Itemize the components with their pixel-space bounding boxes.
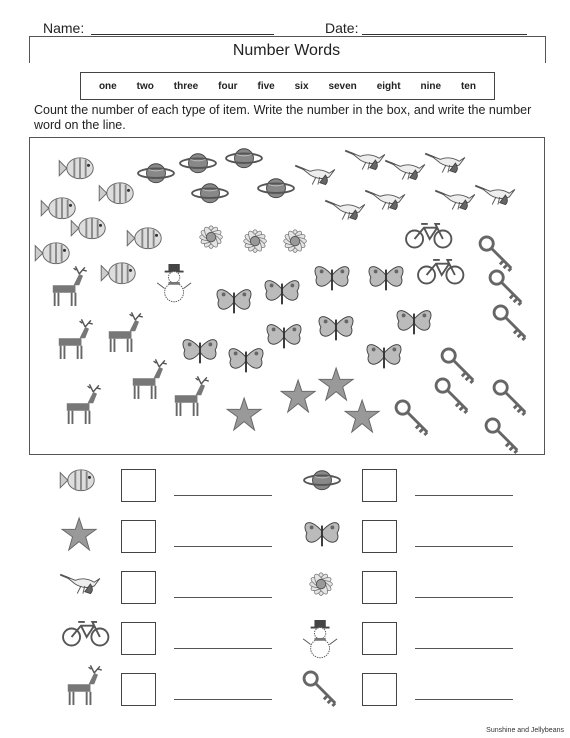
- butterfly-icon: [214, 285, 254, 319]
- key-icon: [303, 671, 341, 705]
- starfish-icon: [62, 518, 100, 552]
- date-label: Date:: [325, 20, 359, 36]
- key-icon: [434, 378, 474, 412]
- key-icon: [478, 236, 518, 270]
- butterfly-icon: [262, 276, 302, 310]
- butterfly-icon: [180, 335, 220, 369]
- word-bank-word: six: [294, 80, 309, 92]
- name-label: Name:: [43, 20, 85, 36]
- deer-icon: [52, 325, 92, 359]
- snowman-icon: [156, 264, 196, 298]
- butterfly-icon: [394, 306, 434, 340]
- word-bank-word: four: [218, 80, 238, 92]
- number-answer-box[interactable]: [121, 571, 156, 604]
- fish-icon: [102, 260, 142, 294]
- flower-icon: [276, 226, 316, 260]
- number-word-line[interactable]: [174, 648, 272, 649]
- number-answer-box[interactable]: [121, 622, 156, 655]
- word-bank-word: eight: [376, 80, 401, 92]
- key-icon: [484, 418, 524, 452]
- planet-icon: [136, 160, 176, 194]
- deer-icon: [60, 390, 100, 424]
- butterfly-icon: [226, 344, 266, 378]
- word-bank-word: two: [136, 80, 154, 92]
- bicycle-icon: [62, 620, 100, 654]
- butterfly-icon: [312, 262, 352, 296]
- number-answer-box[interactable]: [362, 622, 397, 655]
- number-word-line[interactable]: [174, 546, 272, 547]
- planet-icon: [178, 150, 218, 184]
- key-icon: [492, 305, 532, 339]
- flower-icon: [303, 569, 341, 603]
- key-icon: [440, 348, 480, 382]
- flower-icon: [192, 222, 232, 256]
- deer-icon: [46, 272, 86, 306]
- credit-text: Sunshine and Jellybeans: [486, 727, 564, 734]
- stork-icon: [346, 145, 386, 179]
- starfish-icon: [344, 400, 384, 434]
- number-answer-box[interactable]: [362, 520, 397, 553]
- word-bank: [80, 72, 495, 100]
- number-answer-box[interactable]: [362, 673, 397, 706]
- word-bank-word: one: [98, 80, 117, 92]
- number-word-line[interactable]: [415, 699, 513, 700]
- stork-icon: [62, 569, 100, 603]
- instructions: Count the number of each type of item. Write the number in the box, and write the number word on the line.: [34, 103, 532, 132]
- deer-icon: [102, 318, 142, 352]
- planet-icon: [190, 180, 230, 214]
- bicycle-icon: [404, 222, 444, 256]
- starfish-icon: [226, 398, 266, 432]
- fish-icon: [60, 155, 100, 189]
- butterfly-icon: [316, 312, 356, 346]
- deer-icon: [168, 382, 208, 416]
- date-line[interactable]: [362, 34, 527, 35]
- bicycle-icon: [416, 258, 456, 292]
- word-bank-word: ten: [460, 80, 476, 92]
- stork-icon: [476, 180, 516, 214]
- deer-icon: [62, 671, 100, 705]
- number-word-line[interactable]: [174, 495, 272, 496]
- stork-icon: [436, 185, 476, 219]
- number-word-line[interactable]: [174, 597, 272, 598]
- number-answer-box[interactable]: [362, 571, 397, 604]
- key-icon: [488, 270, 528, 304]
- name-line[interactable]: [91, 34, 274, 35]
- word-bank-word: five: [257, 80, 275, 92]
- butterfly-icon: [364, 340, 404, 374]
- planet-icon: [256, 175, 296, 209]
- number-answer-box[interactable]: [362, 469, 397, 502]
- butterfly-icon: [264, 320, 304, 354]
- key-icon: [394, 400, 434, 434]
- planet-icon: [224, 145, 264, 179]
- fish-icon: [128, 225, 168, 259]
- number-word-line[interactable]: [174, 699, 272, 700]
- word-bank-word: seven: [328, 80, 357, 92]
- fish-icon: [72, 215, 112, 249]
- number-word-line[interactable]: [415, 597, 513, 598]
- planet-icon: [303, 467, 341, 501]
- number-word-line[interactable]: [415, 495, 513, 496]
- starfish-icon: [318, 368, 358, 402]
- butterfly-icon: [366, 262, 406, 296]
- stork-icon: [326, 195, 366, 229]
- number-answer-box[interactable]: [121, 520, 156, 553]
- number-answer-box[interactable]: [121, 673, 156, 706]
- fish-icon: [100, 180, 140, 214]
- stork-icon: [426, 148, 466, 182]
- number-answer-box[interactable]: [121, 469, 156, 502]
- fish-icon: [36, 240, 76, 274]
- deer-icon: [126, 365, 166, 399]
- key-icon: [492, 380, 532, 414]
- word-bank-word: nine: [420, 80, 442, 92]
- starfish-icon: [280, 380, 320, 414]
- number-word-line[interactable]: [415, 648, 513, 649]
- stork-icon: [366, 185, 406, 219]
- word-bank-word: three: [173, 80, 199, 92]
- fish-icon: [62, 467, 100, 501]
- stork-icon: [296, 160, 336, 194]
- page-title: Number Words: [232, 42, 341, 59]
- stork-icon: [386, 155, 426, 189]
- flower-icon: [236, 226, 276, 260]
- snowman-icon: [303, 620, 341, 654]
- number-word-line[interactable]: [415, 546, 513, 547]
- butterfly-icon: [303, 518, 341, 552]
